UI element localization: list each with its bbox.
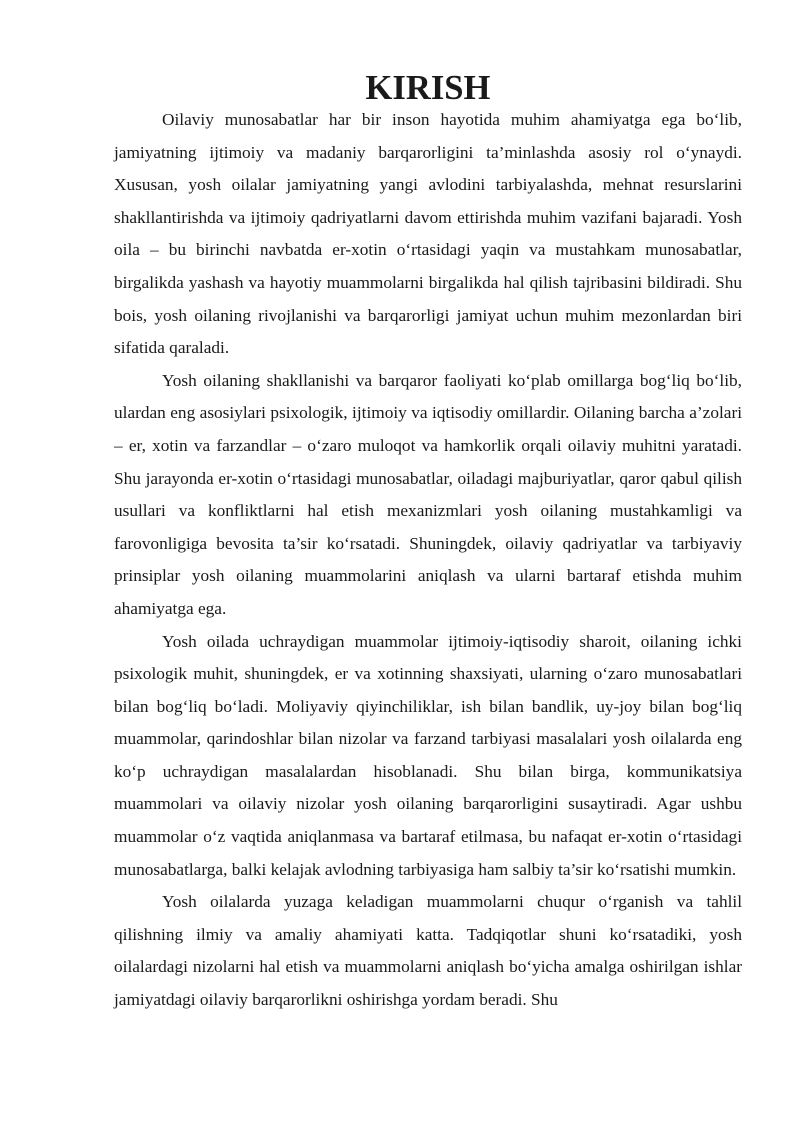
paragraph-1: Oilaviy munosabatlar har bir inson hayotida muhim ahamiyatga ega bo‘lib, jamiyatning ijtimoiy va madaniy barqarorligini ta’minlashda asosiy rol o‘ynaydi. Xususan, yosh oilalar jamiyatning yangi avlodini tarbiyalashda, mehnat resurslarini shakllantirishda va ijtimoiy qadriyatlarni davom ettirishda muhim vazifani bajaradi. Yosh oila – bu birinchi navbatda er-xotin o‘rtasidagi yaqin va mustahkam munosabatlar, birgalikda yashash va hayotiy muammolarni birgalikda hal qilish tajribasini bildiradi. Shu bois, yosh oilaning rivojlanishi va barqarorligi jamiyat uchun muhim mezonlardan biri sifatida qaraladi. bbox=[114, 110, 742, 358]
page-title: KIRISH bbox=[365, 69, 491, 107]
paragraph-3: Yosh oilada uchraydigan muammolar ijtimoiy-iqtisodiy sharoit, oilaning ichki psixologik muhit, shuningdek, er va xotinning shaxsiyati, ularning o‘zaro munosabatlari bilan bog‘liq bo‘ladi. Moliyaviy qiyinchiliklar, ish bilan bandlik, uy-joy bilan bog‘liq muammolar, qarindoshlar bilan nizolar va farzand tarbiyasi masalalari yosh oilalarda eng ko‘p uchraydigan masalalardan hisoblanadi. Shu bilan birga, kommunikatsiya muammolari va oilaviy nizolar yosh oilaning barqarorligini susaytiradi. Agar ushbu muammolar o‘z vaqtida aniqlanmasa va bartaraf etilmasa, bu nafaqat er-xotin o‘rtasidagi munosabatlarga, balki kelajak avlodning tarbiyasiga ham salbiy ta’sir ko‘rsatishi mumkin. bbox=[114, 631, 742, 879]
paragraph-2: Yosh oilaning shakllanishi va barqaror faoliyati ko‘plab omillarga bog‘liq bo‘lib, ulardan eng asosiylari psixologik, ijtimoiy va iqtisodiy omillardir. Oilaning barcha a’zolari – er, xotin va farzandlar – o‘zaro muloqot va hamkorlik orqali oilaviy muhitni yaratadi. Shu jarayonda er-xotin o‘rtasidagi munosabatlar, oiladagi majburiyatlar, qaror qabul qilish usullari va konfliktlarni hal etish mexanizmlari yosh oilaning mustahkamligi va farovonligiga bevosita ta’sir ko‘rsatadi. Shuningdek, oilaviy qadriyatlar va tarbiyaviy prinsiplar yosh oilaning muammolarini aniqlash va ularni bartaraf etishda muhim ahamiyatga ega. bbox=[114, 370, 742, 618]
document-body bbox=[114, 69, 742, 1017]
paragraph-4: Yosh oilalarda yuzaga keladigan muammolarni chuqur o‘rganish va tahlil qilishning ilmiy va amaliy ahamiyati katta. Tadqiqotlar shuni ko‘rsatadiki, yosh oilalardagi nizolarni hal etish va muammolarni aniqlash bo‘yicha amalga oshirilgan ishlar jamiyatdagi oilaviy barqarorlikni oshirishga yordam beradi. Shu bbox=[114, 892, 742, 1010]
